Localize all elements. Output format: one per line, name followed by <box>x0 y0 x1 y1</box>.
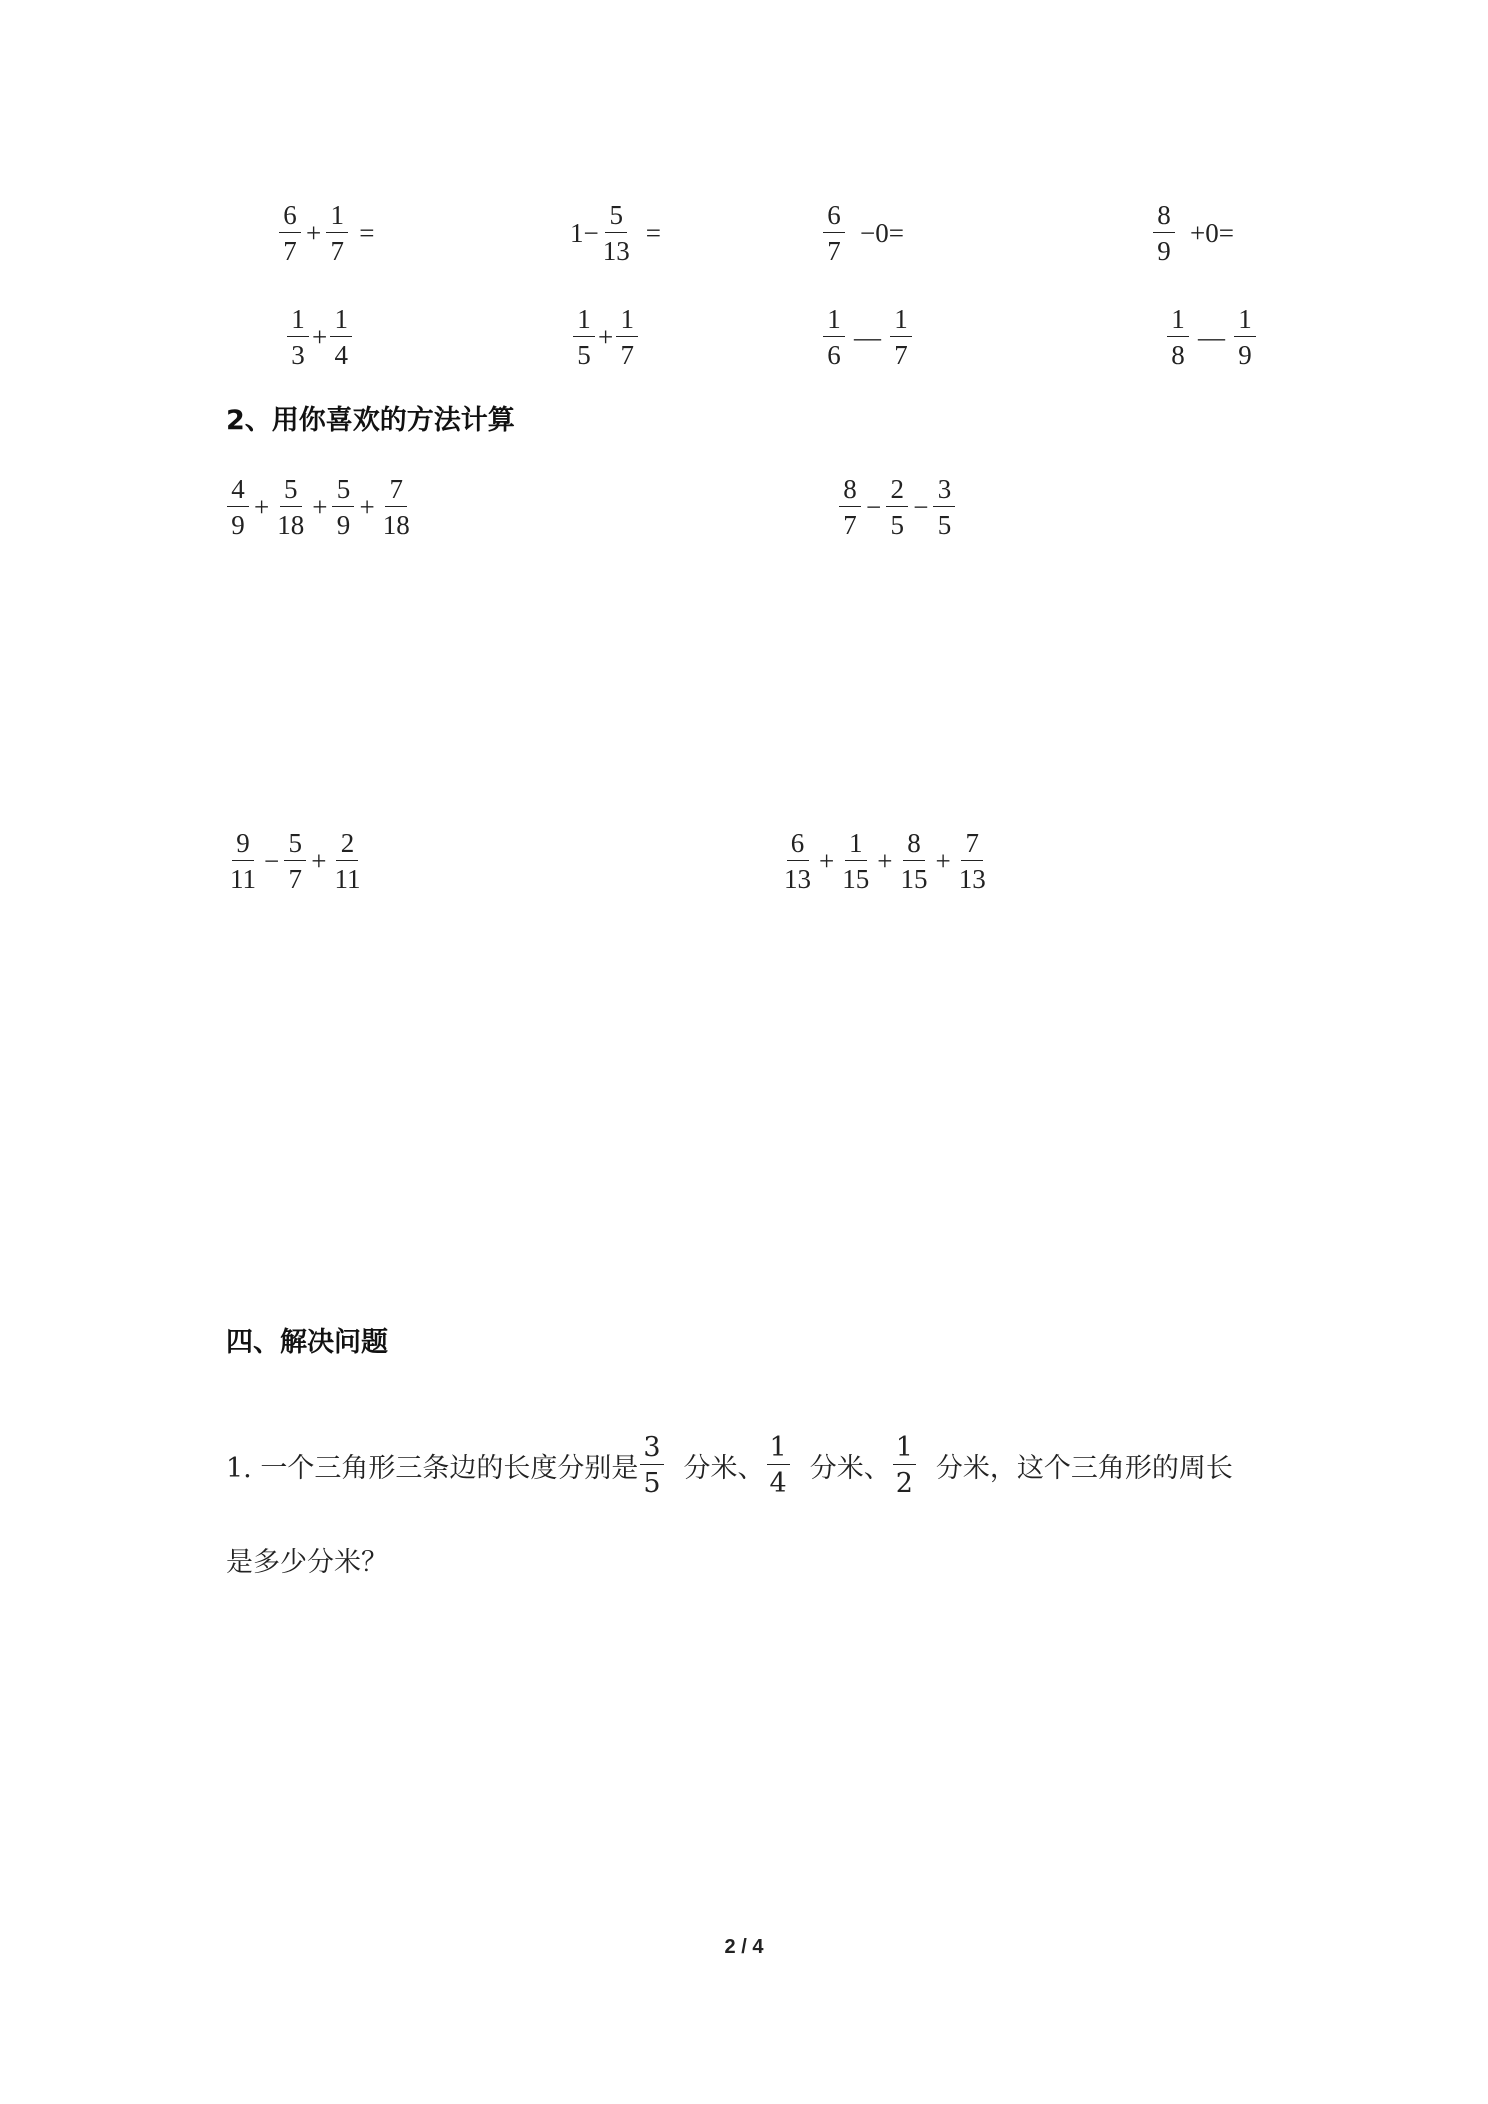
problem-text: 分米、 <box>809 1453 891 1484</box>
fraction: $\frac{8}{9}$ <box>1153 202 1175 265</box>
operator: − <box>264 846 280 876</box>
fraction: $\frac{6}{7}$ <box>279 202 301 265</box>
operator: + <box>311 846 327 876</box>
expr-r1-3 <box>822 202 908 265</box>
calc-expr-3 <box>226 830 364 893</box>
fraction: $\frac{1}{4}$ <box>330 306 352 369</box>
fraction: $\frac{1}{7}$ <box>616 306 638 369</box>
problem-text: 分米，这个三角形的周长 <box>935 1453 1233 1484</box>
operator: — <box>1198 322 1225 352</box>
operator: + <box>359 492 375 522</box>
fraction: $\frac{3}{5}$ <box>640 1434 663 1497</box>
operator: + <box>877 846 893 876</box>
problem-1-line-1 <box>226 1434 1233 1497</box>
expr-r2-1 <box>286 306 353 369</box>
expr-r1-1 <box>278 202 378 265</box>
operator: − <box>913 492 929 522</box>
fraction: $\frac{1}{7}$ <box>326 202 348 265</box>
fraction: $\frac{1}{3}$ <box>287 306 309 369</box>
calc-expr-2 <box>838 476 956 539</box>
operator: — <box>854 322 881 352</box>
operator-tail: +0= <box>1190 218 1234 248</box>
operand: 1− <box>570 218 599 248</box>
expr-r2-3 <box>822 306 913 369</box>
problem-text: 分米、 <box>683 1453 765 1484</box>
operator: + <box>819 846 835 876</box>
fraction: $\frac{5}{18}$ <box>277 474 305 540</box>
section-heading: 2、用你喜欢的方法计算 <box>226 405 515 436</box>
fraction: $\frac{1}{15}$ <box>842 828 870 894</box>
equals: = <box>645 218 661 248</box>
operator: − <box>866 492 882 522</box>
fraction: $\frac{8}{15}$ <box>900 828 928 894</box>
expr-r1-4 <box>1152 202 1238 265</box>
fraction: $\frac{1}{8}$ <box>1167 306 1189 369</box>
fraction: $\frac{1}{2}$ <box>893 1434 916 1497</box>
operator: + <box>254 492 270 522</box>
fraction: $\frac{6}{7}$ <box>823 202 845 265</box>
fraction: $\frac{5}{9}$ <box>332 476 354 539</box>
fraction: $\frac{9}{11}$ <box>230 828 256 894</box>
fraction: $\frac{4}{9}$ <box>227 476 249 539</box>
operator: + <box>312 492 328 522</box>
section-heading: 四、解决问题 <box>226 1327 388 1358</box>
fraction: $\frac{1}{9}$ <box>1234 306 1256 369</box>
operator: + <box>312 322 328 352</box>
operator: + <box>598 322 614 352</box>
calc-expr-1 <box>226 476 414 539</box>
fraction: $\frac{8}{7}$ <box>839 476 861 539</box>
fraction: $\frac{1}{5}$ <box>573 306 595 369</box>
expr-r2-4 <box>1166 306 1257 369</box>
fraction: $\frac{3}{5}$ <box>933 476 955 539</box>
fraction: $\frac{5}{13}$ <box>602 200 630 266</box>
expr-r2-2 <box>572 306 639 369</box>
page-number: 2 / 4 <box>724 1936 764 1958</box>
problem-text: 1. 一个三角形三条边的长度分别是 <box>226 1453 639 1484</box>
equals: = <box>359 218 375 248</box>
fraction: $\frac{1}{4}$ <box>767 1434 790 1497</box>
fraction: $\frac{1}{6}$ <box>823 306 845 369</box>
fraction: $\frac{7}{13}$ <box>958 828 986 894</box>
problem-1-line-2: 是多少分米？ <box>226 1547 388 1578</box>
fraction: $\frac{1}{7}$ <box>890 306 912 369</box>
operator: + <box>306 218 322 248</box>
calc-expr-4 <box>780 830 990 893</box>
operator-tail: −0= <box>860 218 904 248</box>
fraction: $\frac{5}{7}$ <box>284 830 306 893</box>
operator: + <box>935 846 951 876</box>
fraction: $\frac{2}{5}$ <box>886 476 908 539</box>
expr-r1-2 <box>570 202 665 265</box>
fraction: $\frac{2}{11}$ <box>334 828 361 894</box>
fraction: $\frac{7}{18}$ <box>382 474 410 540</box>
fraction: $\frac{6}{13}$ <box>784 828 811 894</box>
